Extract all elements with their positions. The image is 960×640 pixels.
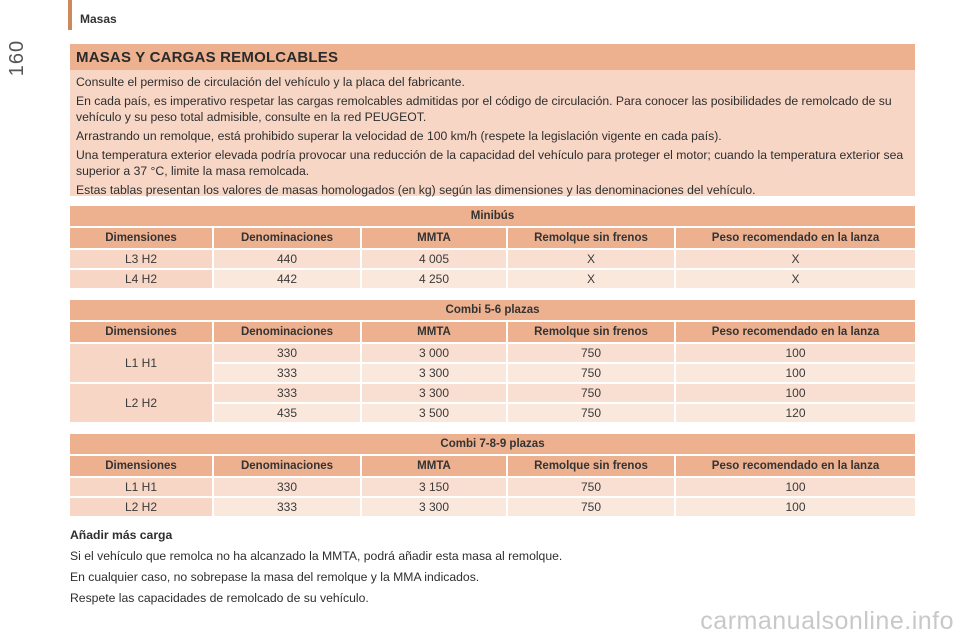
column-header: Remolque sin frenos xyxy=(507,227,675,249)
table-cell: 750 xyxy=(507,383,675,403)
column-header: Dimensiones xyxy=(70,227,213,249)
table-cell: 333 xyxy=(213,383,361,403)
dimension-cell: L1 H1 xyxy=(70,343,213,383)
table-cell: 330 xyxy=(213,477,361,497)
column-header: MMTA xyxy=(361,321,507,343)
table-cell: 4 005 xyxy=(361,249,507,269)
intro-box xyxy=(70,44,915,196)
add-load-section xyxy=(70,528,915,612)
table-cell: X xyxy=(507,249,675,269)
intro-body xyxy=(70,70,915,198)
combi-5-6-table xyxy=(70,300,915,424)
table-cell: 3 300 xyxy=(361,383,507,403)
table-cell: L1 H1 xyxy=(70,477,213,497)
table-cell: X xyxy=(675,269,915,289)
table-cell: 440 xyxy=(213,249,361,269)
table-row xyxy=(70,269,915,289)
add-load-paragraph: Respete las capacidades de remolcado de su vehículo. xyxy=(70,591,369,605)
column-header: Peso recomendado en la lanza xyxy=(675,321,915,343)
table-cell: 4 250 xyxy=(361,269,507,289)
column-header: Remolque sin frenos xyxy=(507,321,675,343)
table-cell: 330 xyxy=(213,343,361,363)
column-header: Denominaciones xyxy=(213,455,361,477)
intro-paragraph: Una temperatura exterior elevada podría provocar una reducción de la capacidad del vehículo para proteger el motor; cuando la temperatura exterior sea superior a 37 °C, limite la masa remolcada. xyxy=(76,148,904,178)
table-cell: X xyxy=(675,249,915,269)
table-cell: 333 xyxy=(213,497,361,517)
column-header: Denominaciones xyxy=(213,321,361,343)
table-cell: L2 H2 xyxy=(70,497,213,517)
table-cell: 750 xyxy=(507,363,675,383)
table-cell: 3 150 xyxy=(361,477,507,497)
section-heading: Masas xyxy=(80,12,117,26)
table-cell: 100 xyxy=(675,363,915,383)
table-cell: 750 xyxy=(507,403,675,423)
table-cell: 3 300 xyxy=(361,363,507,383)
table-row xyxy=(70,477,915,497)
table-cell: 442 xyxy=(213,269,361,289)
table-title: Combi 7-8-9 plazas xyxy=(70,434,915,455)
table-cell: 750 xyxy=(507,477,675,497)
column-header: Peso recomendado en la lanza xyxy=(675,227,915,249)
page-number: 160 xyxy=(5,39,28,77)
add-load-paragraph: Si el vehículo que remolca no ha alcanzado la MMTA, podrá añadir esta masa al remolque. xyxy=(70,549,563,563)
minibus-table xyxy=(70,206,915,290)
table-cell: 100 xyxy=(675,343,915,363)
table-cell: L3 H2 xyxy=(70,249,213,269)
section-marker-bar xyxy=(68,0,72,30)
table-cell: 750 xyxy=(507,497,675,517)
intro-paragraph: En cada país, es imperativo respetar las cargas remolcables admitidas por el código de circulación. Para conocer las posibilidades de remolcado de su vehículo y su peso total admisible, consulte en la red PEUGEOT. xyxy=(76,94,892,124)
table-cell: 3 500 xyxy=(361,403,507,423)
table-cell: 750 xyxy=(507,343,675,363)
table-cell: 100 xyxy=(675,383,915,403)
table-title: Minibús xyxy=(70,206,915,227)
column-header: MMTA xyxy=(361,455,507,477)
column-header: Denominaciones xyxy=(213,227,361,249)
table-cell: 435 xyxy=(213,403,361,423)
add-load-title: Añadir más carga xyxy=(70,528,173,542)
table-cell: L4 H2 xyxy=(70,269,213,289)
intro-paragraph: Estas tablas presentan los valores de masas homologados (en kg) según las dimensiones y las denominaciones del vehículo. xyxy=(76,183,756,197)
table-cell: 333 xyxy=(213,363,361,383)
column-header: Dimensiones xyxy=(70,455,213,477)
table-row xyxy=(70,249,915,269)
combi-7-8-9-table xyxy=(70,434,915,518)
add-load-paragraph: En cualquier caso, no sobrepase la masa del remolque y la MMA indicados. xyxy=(70,570,480,584)
intro-paragraph: Arrastrando un remolque, está prohibido superar la velocidad de 100 km/h (respete la legislación vigente en cada país). xyxy=(76,129,722,143)
column-header: MMTA xyxy=(361,227,507,249)
column-header: Dimensiones xyxy=(70,321,213,343)
watermark: carmanualsonline.info xyxy=(700,607,954,635)
intro-title: MASAS Y CARGAS REMOLCABLES xyxy=(70,44,915,70)
table-cell: 100 xyxy=(675,497,915,517)
table-cell: 100 xyxy=(675,477,915,497)
table-row xyxy=(70,497,915,517)
column-header: Peso recomendado en la lanza xyxy=(675,455,915,477)
table-cell: 120 xyxy=(675,403,915,423)
table-row xyxy=(70,383,915,403)
table-title: Combi 5-6 plazas xyxy=(70,300,915,321)
table-cell: X xyxy=(507,269,675,289)
table-row xyxy=(70,343,915,363)
intro-paragraph: Consulte el permiso de circulación del vehículo y la placa del fabricante. xyxy=(76,75,465,89)
column-header: Remolque sin frenos xyxy=(507,455,675,477)
table-cell: 3 000 xyxy=(361,343,507,363)
table-cell: 3 300 xyxy=(361,497,507,517)
dimension-cell: L2 H2 xyxy=(70,383,213,423)
